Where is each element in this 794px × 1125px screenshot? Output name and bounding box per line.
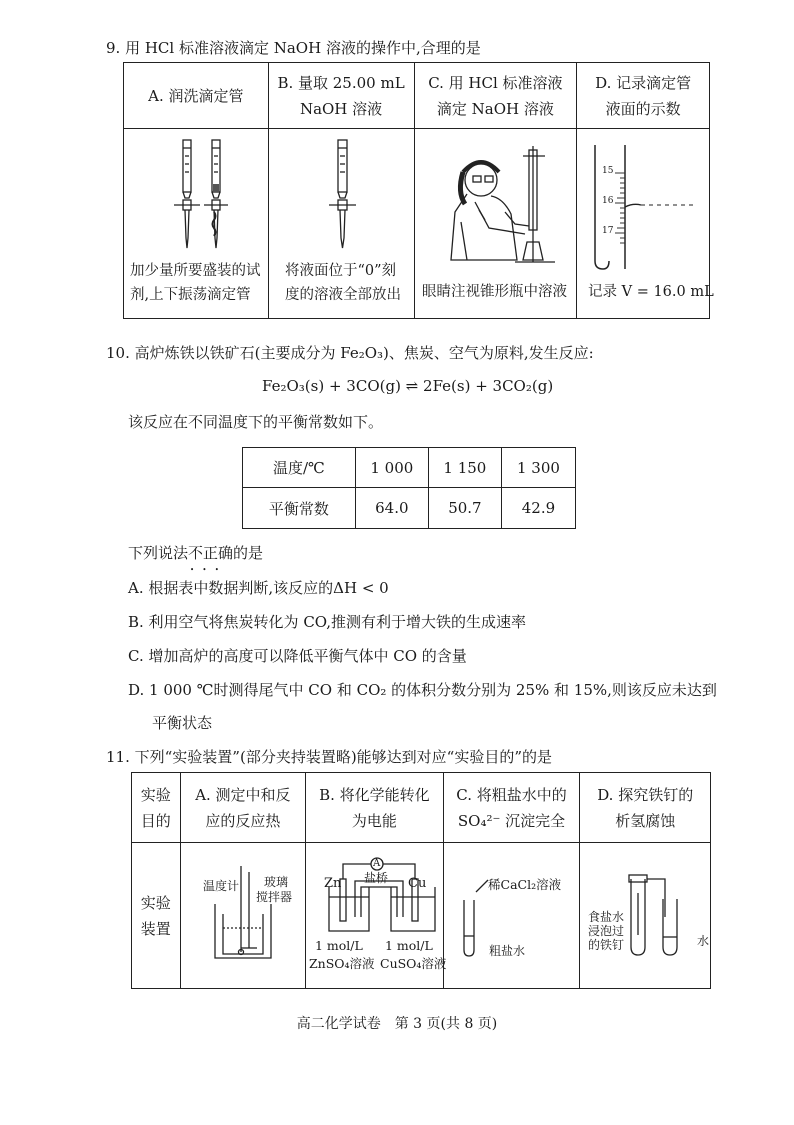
- q11-nail-label-1: 食盐水: [588, 910, 625, 924]
- q9-caption-b-1: 将液面位于“0”刻: [285, 263, 397, 279]
- q10-temp-2: 1 150: [428, 448, 501, 488]
- q9-head-d: D. 记录滴定管 液面的示数: [577, 63, 710, 129]
- q10-choice-b: B. 利用空气将焦炭转化为 CO,推测有利于增大铁的生成速率: [128, 613, 526, 631]
- q11-stirrer-label-2: 搅拌器: [256, 890, 293, 904]
- q10-k-3: 42.9: [501, 488, 575, 529]
- q9-scale-15: 15: [602, 166, 614, 176]
- q9-caption-a-1: 加少量所要盛装的试: [130, 263, 261, 279]
- q10-equilibrium-table: [242, 447, 576, 529]
- q9-scale-17: 17: [602, 226, 614, 236]
- q11-stem: 11. 下列“实验装置”(部分夹持装置略)能够达到对应“实验目的”的是: [106, 748, 553, 766]
- q11-goal-label: 实验 目的: [132, 773, 181, 843]
- q11-cu-label: Cu: [408, 876, 427, 891]
- q9-scale-illustration: [593, 145, 708, 275]
- q10-stem: 10. 高炉炼铁以铁矿石(主要成分为 Fe₂O₃)、焦炭、空气为原料,发生反应:: [106, 344, 594, 362]
- q9-caption-d: 记录 V = 16.0 mL: [588, 284, 714, 300]
- q11-cu-solution-1: 1 mol/L: [385, 938, 433, 953]
- q11-zn-label: Zn: [324, 876, 342, 891]
- q11-cu-solution-2: CuSO₄溶液: [380, 956, 447, 971]
- q11-iron-nail-illustration: [625, 873, 685, 958]
- q10-choice-c: C. 增加高炉的高度可以降低平衡气体中 CO 的含量: [128, 647, 467, 665]
- q9-stem: 9. 用 HCl 标准溶液滴定 NaOH 溶液的操作中,合理的是: [106, 39, 481, 57]
- q9-head-c: C. 用 HCl 标准溶液 滴定 NaOH 溶液: [414, 63, 577, 129]
- q11-stirrer-label-1: 玻璃: [264, 875, 289, 889]
- q9-caption-b-2: 度的溶液全部放出: [285, 287, 401, 303]
- q11-goal-b: B. 将化学能转化 为电能: [306, 773, 443, 843]
- q11-cacl2-label: 稀CaCl₂溶液: [488, 877, 562, 892]
- q10-equation: Fe₂O₃(s) + 3CO(g) ⇌ 2Fe(s) + 3CO₂(g): [262, 377, 554, 395]
- q10-temp-label: 温度/℃: [243, 448, 356, 488]
- q11-goal-d: D. 探究铁钉的 析氢腐蚀: [580, 773, 711, 843]
- q11-bridge-label: 盐桥: [364, 871, 389, 885]
- q11-apparatus-label: 实验 装置: [132, 843, 181, 989]
- q10-intro: 该反应在不同温度下的平衡常数如下。: [128, 413, 384, 431]
- q11-water-label: 水: [697, 934, 710, 948]
- q10-temp-1: 1 000: [355, 448, 428, 488]
- q10-choice-d: D. 1 000 ℃时测得尾气中 CO 和 CO₂ 的体积分数分别为 25% 和 15%,则该反应未达到: [128, 681, 717, 699]
- q11-nail-label-2: 浸泡过: [588, 924, 625, 938]
- page-footer: 高二化学试卷 第 3 页(共 8 页): [296, 1016, 498, 1032]
- q11-nail-label-3: 的铁钉: [588, 938, 625, 952]
- q10-k-2: 50.7: [428, 488, 501, 529]
- q10-k-label: 平衡常数: [243, 488, 356, 529]
- q10-choice-a: A. 根据表中数据判断,该反应的ΔH < 0: [128, 579, 389, 597]
- q9-caption-c: 眼睛注视锥形瓶中溶液: [422, 284, 567, 300]
- q10-choice-d-cont: 平衡状态: [152, 714, 213, 732]
- q9-scale-16: 16: [602, 196, 614, 206]
- q11-thermometer-label: 温度计: [203, 879, 240, 893]
- q9-head-b: B. 量取 25.00 mL NaOH 溶液: [268, 63, 414, 129]
- q10-question: 下列说法不正确 • • •的是: [128, 543, 263, 563]
- q11-ammeter-label: A: [373, 858, 381, 869]
- q10-k-1: 64.0: [355, 488, 428, 529]
- q9-burettes-illustration: [170, 138, 240, 250]
- q10-temp-3: 1 300: [501, 448, 575, 488]
- q9-head-a: A. 润洗滴定管: [124, 63, 269, 129]
- q11-goal-a: A. 测定中和反 应的反应热: [180, 773, 306, 843]
- q9-burette-illustration: [325, 138, 365, 250]
- q9-titration-person-illustration: [445, 142, 565, 267]
- q11-goal-c: C. 将粗盐水中的 SO₄²⁻ 沉淀完全: [443, 773, 580, 843]
- q11-zn-solution-1: 1 mol/L: [315, 938, 363, 953]
- q11-zn-solution-2: ZnSO₄溶液: [309, 956, 375, 971]
- q9-caption-a-2: 剂,上下振荡滴定管: [130, 287, 251, 303]
- q11-brine-label: 粗盐水: [489, 944, 526, 958]
